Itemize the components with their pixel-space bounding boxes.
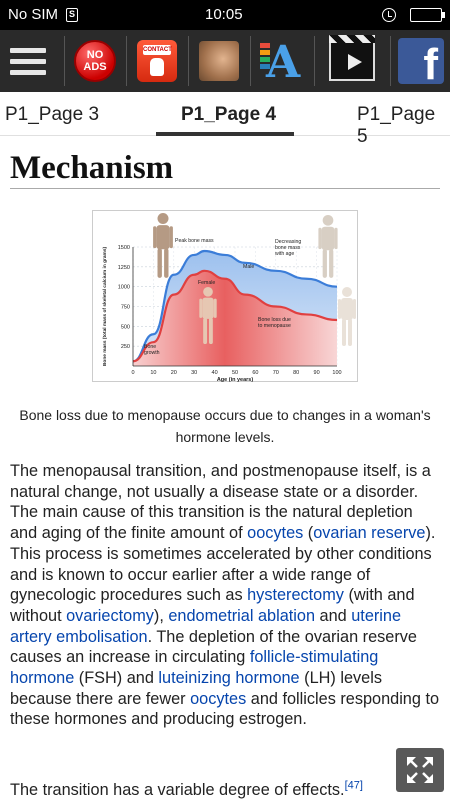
- paragraph-text: (FSH) and: [74, 669, 159, 688]
- title-divider: [10, 188, 440, 189]
- female-figure-icon: [209, 318, 213, 344]
- paragraph-text: . The depletion of the ovarian reserve causes an increase in circulating: [10, 627, 417, 667]
- male-old-figure-icon: [318, 228, 321, 249]
- clock: 10:05: [205, 6, 243, 23]
- contact-icon: [137, 40, 177, 82]
- male-young-figure-icon: [153, 226, 156, 248]
- male-old-figure-icon: [323, 249, 327, 278]
- female-figure-icon: [199, 299, 202, 318]
- article-content[interactable]: [0, 136, 450, 800]
- x-tick-label: 0: [131, 370, 135, 376]
- photo-icon: [199, 41, 239, 81]
- female-figure-icon: [202, 298, 214, 319]
- contact-tag: CONTACT: [143, 47, 172, 53]
- alarm-icon: [382, 8, 396, 22]
- female-old-figure-icon: [353, 299, 356, 319]
- y-tick-label: 250: [120, 344, 130, 351]
- paragraph-text: ). This process is sometimes accelerated by other conditions and is known to occur earlier after a wide range of gynecologic procedures such as: [10, 524, 436, 605]
- male-young-figure-icon: [158, 248, 162, 278]
- paragraph-text: The menopausal transition, and postmenopause itself, is a natural change, not usually a disease state or a disorder. The main cause of this transition is the natural depletion and aging of the finite amount of: [10, 462, 431, 543]
- wiki-link[interactable]: luteinizing hormone: [158, 669, 300, 688]
- body-paragraph: [10, 461, 442, 730]
- status-bar: [0, 0, 450, 30]
- female-figure-icon: [203, 318, 207, 344]
- x-tick-label: 50: [231, 370, 239, 376]
- y-axis-label: Bone mass (total mass of skeletal calcium in grams): [103, 246, 108, 367]
- tab-p1-page-5[interactable]: P1_Page 5: [357, 104, 436, 147]
- x-tick-label: 100: [332, 370, 342, 376]
- y-tick-label: 1500: [117, 245, 130, 251]
- bone-mass-figure[interactable]: [92, 210, 358, 382]
- paragraph-text: and: [315, 606, 352, 625]
- no-ads-icon: NO ADS: [74, 40, 116, 82]
- y-tick-label: 750: [120, 304, 130, 311]
- paragraph-text: and follicles responding to these hormones and producing estrogen.: [10, 689, 440, 729]
- fullscreen-button[interactable]: [396, 748, 444, 792]
- contact-button[interactable]: [128, 30, 186, 92]
- chart-annotation: Bone loss due to menopause: [258, 317, 291, 329]
- male-young-figure-icon: [170, 226, 173, 248]
- x-tick-label: 80: [293, 370, 300, 376]
- female-figure-icon: [214, 299, 217, 318]
- section-title: Mechanism: [10, 150, 174, 186]
- video-button[interactable]: [316, 30, 388, 92]
- font-size-icon: A: [260, 39, 304, 83]
- female-old-figure-icon: [338, 299, 341, 319]
- chart-annotation: Bone growth: [144, 344, 160, 356]
- battery-icon: [410, 8, 442, 22]
- male-old-figure-icon: [334, 228, 337, 249]
- paragraph-text: (LH) levels because there are fewer: [10, 669, 382, 708]
- hamburger-menu-icon: [10, 42, 54, 81]
- x-tick-label: 20: [170, 370, 177, 376]
- figure-caption: Bone loss due to menopause occurs due to changes in a woman's hormone levels.: [19, 407, 431, 445]
- wiki-link[interactable]: uterine artery embolisation: [10, 606, 402, 646]
- bone-mass-chart: [93, 211, 359, 383]
- facebook-button[interactable]: [394, 30, 448, 92]
- y-tick-label: 1250: [117, 264, 130, 271]
- fullscreen-icon: [396, 748, 444, 792]
- chart-annotation: Male: [243, 264, 255, 270]
- male-young-figure-icon: [164, 248, 168, 278]
- female-old-figure-icon: [341, 298, 353, 320]
- paragraph-text: (: [303, 524, 314, 543]
- app-toolbar: [0, 30, 450, 92]
- x-tick-label: 10: [150, 370, 157, 376]
- wiki-link[interactable]: ovarian reserve: [313, 524, 426, 543]
- facebook-icon: f: [398, 38, 444, 84]
- menu-button[interactable]: [4, 30, 60, 92]
- sim-icon: S: [66, 8, 78, 22]
- tab-p1-page-3[interactable]: P1_Page 3: [5, 104, 100, 125]
- y-tick-label: 500: [120, 324, 130, 331]
- body-paragraph-2: [10, 780, 442, 800]
- page-tabs: [0, 92, 450, 147]
- wiki-link[interactable]: hysterectomy: [247, 586, 344, 605]
- wiki-link[interactable]: endometrial ablation: [168, 606, 316, 625]
- wiki-link[interactable]: follicle-stimulating hormone: [10, 648, 379, 688]
- y-tick-label: 1000: [117, 284, 130, 291]
- female-old-figure-icon: [348, 319, 352, 346]
- female-old-figure-icon: [342, 319, 346, 346]
- x-tick-label: 60: [252, 370, 259, 376]
- wiki-link[interactable]: ovariectomy: [66, 606, 154, 625]
- male-old-figure-icon: [323, 215, 334, 226]
- paragraph-2-text: The transition has a variable degree of effects.: [10, 781, 345, 799]
- reference-link[interactable]: [47]: [344, 779, 363, 792]
- male-old-figure-icon: [329, 249, 333, 278]
- x-tick-label: 40: [211, 370, 218, 376]
- chart-annotation: Female: [198, 280, 216, 286]
- paragraph-text: ),: [153, 606, 169, 625]
- paragraph-text: (with and without: [10, 586, 415, 625]
- wiki-link[interactable]: oocytes: [190, 689, 247, 708]
- video-icon: [329, 41, 375, 81]
- female-figure-icon: [203, 287, 213, 297]
- carrier-label: No SIM: [8, 6, 59, 23]
- no-ads-button[interactable]: [66, 30, 124, 92]
- font-size-button[interactable]: [252, 30, 312, 92]
- chart-annotation: Decreasing bone mass with age: [275, 239, 302, 257]
- x-tick-label: 30: [191, 370, 198, 376]
- x-tick-label: 70: [272, 370, 279, 376]
- photo-button[interactable]: [190, 30, 248, 92]
- male-young-figure-icon: [156, 225, 169, 249]
- wiki-link[interactable]: oocytes: [247, 524, 304, 543]
- tab-p1-page-4[interactable]: P1_Page 4: [181, 104, 277, 125]
- x-axis-label: Age (in years): [216, 377, 254, 383]
- x-tick-label: 90: [313, 370, 320, 376]
- chart-annotation: Peak bone mass: [175, 238, 214, 244]
- female-old-figure-icon: [342, 287, 352, 297]
- male-old-figure-icon: [322, 227, 335, 250]
- male-young-figure-icon: [158, 213, 169, 224]
